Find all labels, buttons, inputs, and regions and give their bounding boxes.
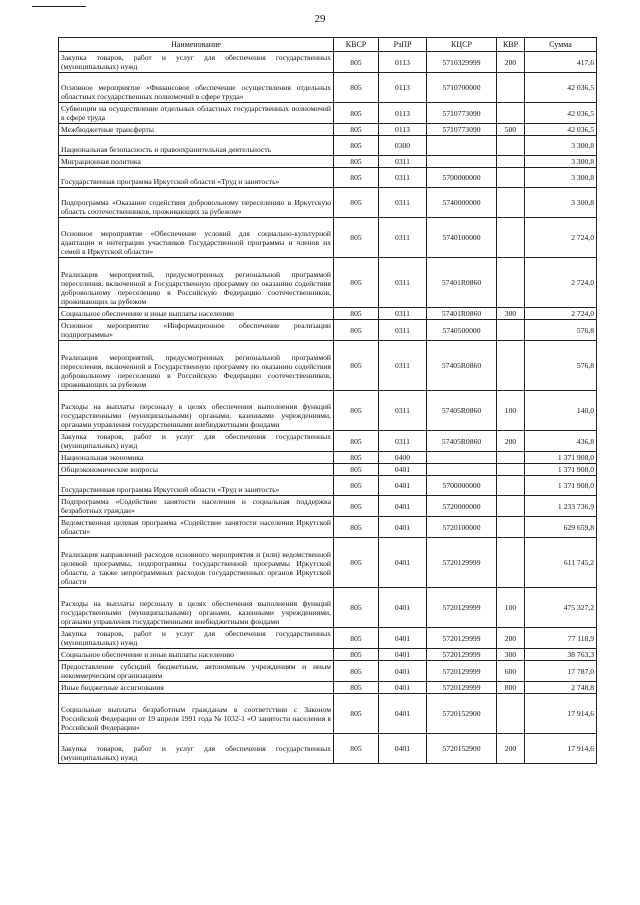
cell-sum: 576,8 [525,320,597,341]
table-row [59,452,597,464]
table-row [59,188,597,218]
cell-rzpr: 0401 [379,682,427,694]
cell-kvsr: 805 [334,588,379,628]
cell-kcsr: 5700000000 [427,168,497,188]
cell-name: Государственная программа Иркутской области «Труд и занятость» [59,168,334,188]
cell-kcsr: 5720152900 [427,694,497,734]
cell-rzpr: 0401 [379,734,427,764]
cell-kcsr: 5710773090 [427,124,497,136]
cell-kvr [497,320,525,341]
cell-sum: 3 300,8 [525,136,597,156]
cell-rzpr: 0401 [379,476,427,496]
table-row [59,103,597,124]
cell-kvr: 100 [497,588,525,628]
table-row [59,431,597,452]
cell-kvr [497,452,525,464]
cell-rzpr: 0311 [379,431,427,452]
cell-kcsr: 5720129999 [427,538,497,588]
cell-kcsr: 5720129999 [427,588,497,628]
cell-sum: 42 036,5 [525,103,597,124]
cell-rzpr: 0401 [379,464,427,476]
cell-name: Основное мероприятие «Обеспечение условий для социально-культурной адаптации и интеграции участников Государственной программы и членов их семей в Иркутской области» [59,218,334,258]
cell-kcsr: 5700000000 [427,476,497,496]
cell-kvr: 300 [497,308,525,320]
cell-sum: 611 745,2 [525,538,597,588]
cell-name: Основное мероприятие «Финансовое обеспечение осуществления отдельных областных государственных полномочий в сфере труда» [59,73,334,103]
cell-sum: 1 371 908,0 [525,452,597,464]
cell-kvr [497,258,525,308]
cell-kvsr: 805 [334,661,379,682]
cell-kvr [497,464,525,476]
table-row [59,136,597,156]
cell-kvr: 200 [497,52,525,73]
cell-rzpr: 0401 [379,628,427,649]
cell-name: Закупка товаров, работ и услуг для обеспечения государственных (муниципальных) нужд [59,628,334,649]
cell-kvsr: 805 [334,649,379,661]
cell-name: Межбюджетные трансферты [59,124,334,136]
cell-rzpr: 0113 [379,73,427,103]
table-row [59,73,597,103]
cell-rzpr: 0311 [379,188,427,218]
table-row [59,628,597,649]
cell-kvr: 800 [497,682,525,694]
table-row [59,168,597,188]
cell-kvsr: 805 [334,452,379,464]
table-row [59,517,597,538]
cell-sum: 2 724,0 [525,218,597,258]
table-row [59,341,597,391]
cell-kcsr: 57401R0860 [427,258,497,308]
cell-sum: 77 118,9 [525,628,597,649]
cell-kvsr: 805 [334,168,379,188]
table-row [59,496,597,517]
cell-rzpr: 0311 [379,156,427,168]
cell-sum: 42 036,5 [525,124,597,136]
cell-kvsr: 805 [334,73,379,103]
cell-kvr [497,168,525,188]
cell-rzpr: 0401 [379,661,427,682]
cell-rzpr: 0311 [379,320,427,341]
cell-kvsr: 805 [334,188,379,218]
cell-kcsr: 5720129999 [427,628,497,649]
cell-sum: 2 748,8 [525,682,597,694]
cell-kcsr: 5720000000 [427,496,497,517]
cell-kcsr: 5720100000 [427,517,497,538]
cell-name: Реализация мероприятий, предусмотренных региональной программой переселения, включенной в Государственную программу по оказанию содействия добровольному переселению в Российскую Федерацию соотечественников, проживающих за рубежом [59,258,334,308]
cell-name: Национальная безопасность и правоохранительная деятельность [59,136,334,156]
cell-kvr [497,136,525,156]
table-row [59,538,597,588]
cell-kvr: 200 [497,628,525,649]
cell-kvr [497,73,525,103]
cell-kcsr: 5710700000 [427,73,497,103]
cell-kcsr: 57405R0860 [427,341,497,391]
cell-kcsr: 5720129999 [427,682,497,694]
cell-kvr [497,476,525,496]
cell-sum: 436,8 [525,431,597,452]
cell-kcsr: 57405R0860 [427,431,497,452]
cell-name: Ведомственная целевая программа «Содействие занятости населения Иркутской области» [59,517,334,538]
cell-sum: 17 914,6 [525,694,597,734]
cell-kcsr [427,136,497,156]
cell-kvsr: 805 [334,320,379,341]
cell-name: Расходы на выплаты персоналу в целях обеспечения выполнения функций государственными (муниципальными) органами, казенными учреждениями, органами управления государственными внебюджетными фондами [59,588,334,628]
table-row [59,320,597,341]
cell-kcsr: 5740500000 [427,320,497,341]
cell-sum: 3 300,8 [525,188,597,218]
cell-name: Государственная программа Иркутской области «Труд и занятость» [59,476,334,496]
cell-rzpr: 0311 [379,308,427,320]
header-kvr: КВР [497,38,525,52]
cell-kvr: 200 [497,431,525,452]
table-row [59,218,597,258]
cell-kvr: 100 [497,391,525,431]
cell-rzpr: 0311 [379,258,427,308]
cell-kvsr: 805 [334,464,379,476]
cell-sum: 2 724,0 [525,258,597,308]
header-kcsr: КЦСР [427,38,497,52]
cell-name: Реализация направлений расходов основного мероприятия и (или) ведомственной целевой программы, подпрограммы государственной программы Иркутской области, а также непрограммных расходов государственных органов Иркутской области [59,538,334,588]
cell-kvsr: 805 [334,391,379,431]
table-row [59,649,597,661]
table-row [59,258,597,308]
cell-kvsr: 805 [334,734,379,764]
cell-kcsr: 5710773090 [427,103,497,124]
cell-sum: 417,6 [525,52,597,73]
page-number: 29 [314,13,326,25]
cell-kvr: 500 [497,124,525,136]
cell-sum: 1 233 736,9 [525,496,597,517]
cell-name: Иные бюджетные ассигнования [59,682,334,694]
cell-kvsr: 805 [334,431,379,452]
cell-name: Субвенции на осуществление отдельных областных государственных полномочий в сфере труда [59,103,334,124]
table-row [59,682,597,694]
cell-sum: 38 763,3 [525,649,597,661]
cell-kvr [497,188,525,218]
cell-rzpr: 0401 [379,538,427,588]
cell-kvr: 600 [497,661,525,682]
cell-sum: 629 659,8 [525,517,597,538]
cell-kcsr [427,156,497,168]
cell-kcsr [427,452,497,464]
cell-sum: 2 724,0 [525,308,597,320]
cell-name: Общеэкономические вопросы [59,464,334,476]
cell-name: Подпрограмма «Содействие занятости населения и социальная поддержка безработных граждан» [59,496,334,517]
cell-kvsr: 805 [334,124,379,136]
cell-rzpr: 0400 [379,452,427,464]
table-row [59,124,597,136]
table-row [59,588,597,628]
cell-kvsr: 805 [334,628,379,649]
cell-name: Социальное обеспечение и иные выплаты населению [59,308,334,320]
cell-kvsr: 805 [334,694,379,734]
cell-name: Основное мероприятие «Информационное обеспечение реализации подпрограммы» [59,320,334,341]
header-sum: Сумма [525,38,597,52]
cell-rzpr: 0300 [379,136,427,156]
cell-kvsr: 805 [334,218,379,258]
cell-name: Расходы на выплаты персоналу в целях обеспечения выполнения функций государственными (муниципальными) органами, казенными учреждениями, органами управления государственными внебюджетными фондами [59,391,334,431]
cell-sum: 17 914,6 [525,734,597,764]
cell-kcsr: 5720152900 [427,734,497,764]
cell-kvr: 200 [497,734,525,764]
cell-name: Реализация мероприятий, предусмотренных региональной программой переселения, включенной в Государственную программу по оказанию содействия добровольному переселению в Российскую Федерацию соотечественников, проживающих за рубежом [59,341,334,391]
cell-kvsr: 805 [334,156,379,168]
table-row [59,52,597,73]
cell-kvr [497,538,525,588]
cell-kvsr: 805 [334,538,379,588]
cell-kcsr: 57401R0860 [427,308,497,320]
cell-name: Социальные выплаты безработным гражданам в соответствии с Законом Российской Федерации от 19 апреля 1991 года № 1032-1 «О занятости населения в Российской Федерации» [59,694,334,734]
cell-sum: 1 371 908,0 [525,464,597,476]
cell-kcsr: 57405R0860 [427,391,497,431]
cell-kvr: 300 [497,649,525,661]
cell-kvsr: 805 [334,341,379,391]
header-rzpr: РзПР [379,38,427,52]
cell-sum: 17 787,0 [525,661,597,682]
cell-sum: 3 300,8 [525,156,597,168]
cell-kvr [497,517,525,538]
cell-name: Закупка товаров, работ и услуг для обеспечения государственных (муниципальных) нужд [59,431,334,452]
cell-rzpr: 0311 [379,218,427,258]
cell-rzpr: 0311 [379,391,427,431]
cell-kcsr [427,464,497,476]
table-body [59,52,597,764]
cell-kcsr: 5720129999 [427,649,497,661]
budget-table [58,37,597,764]
cell-name: Национальная экономика [59,452,334,464]
cell-kvr [497,496,525,517]
cell-sum: 475 327,2 [525,588,597,628]
cell-kcsr: 5720129999 [427,661,497,682]
cell-name: Подпрограмма «Оказание содействия добровольному переселению в Иркутскую область соотечественников, проживающих за рубежом» [59,188,334,218]
cell-kvsr: 805 [334,517,379,538]
cell-sum: 1 371 908,0 [525,476,597,496]
cell-sum: 576,8 [525,341,597,391]
cell-sum: 140,0 [525,391,597,431]
cell-kvsr: 805 [334,258,379,308]
cell-sum: 42 036,5 [525,73,597,103]
cell-kvsr: 805 [334,103,379,124]
header-name: Наименование [59,38,334,52]
cell-rzpr: 0113 [379,52,427,73]
cell-rzpr: 0401 [379,694,427,734]
cell-kvsr: 805 [334,308,379,320]
table-header-row [59,38,597,52]
cell-kvsr: 805 [334,476,379,496]
cell-kcsr: 5710329999 [427,52,497,73]
cell-kvsr: 805 [334,136,379,156]
table-row [59,156,597,168]
cell-name: Миграционная политика [59,156,334,168]
cell-sum: 3 300,8 [525,168,597,188]
cell-kvr [497,694,525,734]
cell-rzpr: 0113 [379,124,427,136]
cell-kcsr: 5740000000 [427,188,497,218]
cell-rzpr: 0401 [379,496,427,517]
cell-rzpr: 0401 [379,588,427,628]
cell-name: Социальное обеспечение и иные выплаты населению [59,649,334,661]
cell-kvr [497,218,525,258]
table-row [59,308,597,320]
cell-kvsr: 805 [334,52,379,73]
table-row [59,661,597,682]
table-row [59,391,597,431]
corner-rule [32,6,86,7]
cell-kvsr: 805 [334,496,379,517]
cell-kcsr: 5740100000 [427,218,497,258]
cell-kvsr: 805 [334,682,379,694]
cell-kvr [497,156,525,168]
cell-rzpr: 0401 [379,517,427,538]
table-row [59,464,597,476]
table-row [59,734,597,764]
cell-kvr [497,103,525,124]
header-kvsr: КВСР [334,38,379,52]
cell-rzpr: 0311 [379,168,427,188]
cell-rzpr: 0401 [379,649,427,661]
table-row [59,476,597,496]
cell-name: Закупка товаров, работ и услуг для обеспечения государственных (муниципальных) нужд [59,734,334,764]
cell-rzpr: 0113 [379,103,427,124]
cell-kvr [497,341,525,391]
table-row [59,694,597,734]
cell-name: Предоставление субсидий бюджетным, автономным учреждениям и иным некоммерческим организациям [59,661,334,682]
cell-name: Закупка товаров, работ и услуг для обеспечения государственных (муниципальных) нужд [59,52,334,73]
cell-rzpr: 0311 [379,341,427,391]
